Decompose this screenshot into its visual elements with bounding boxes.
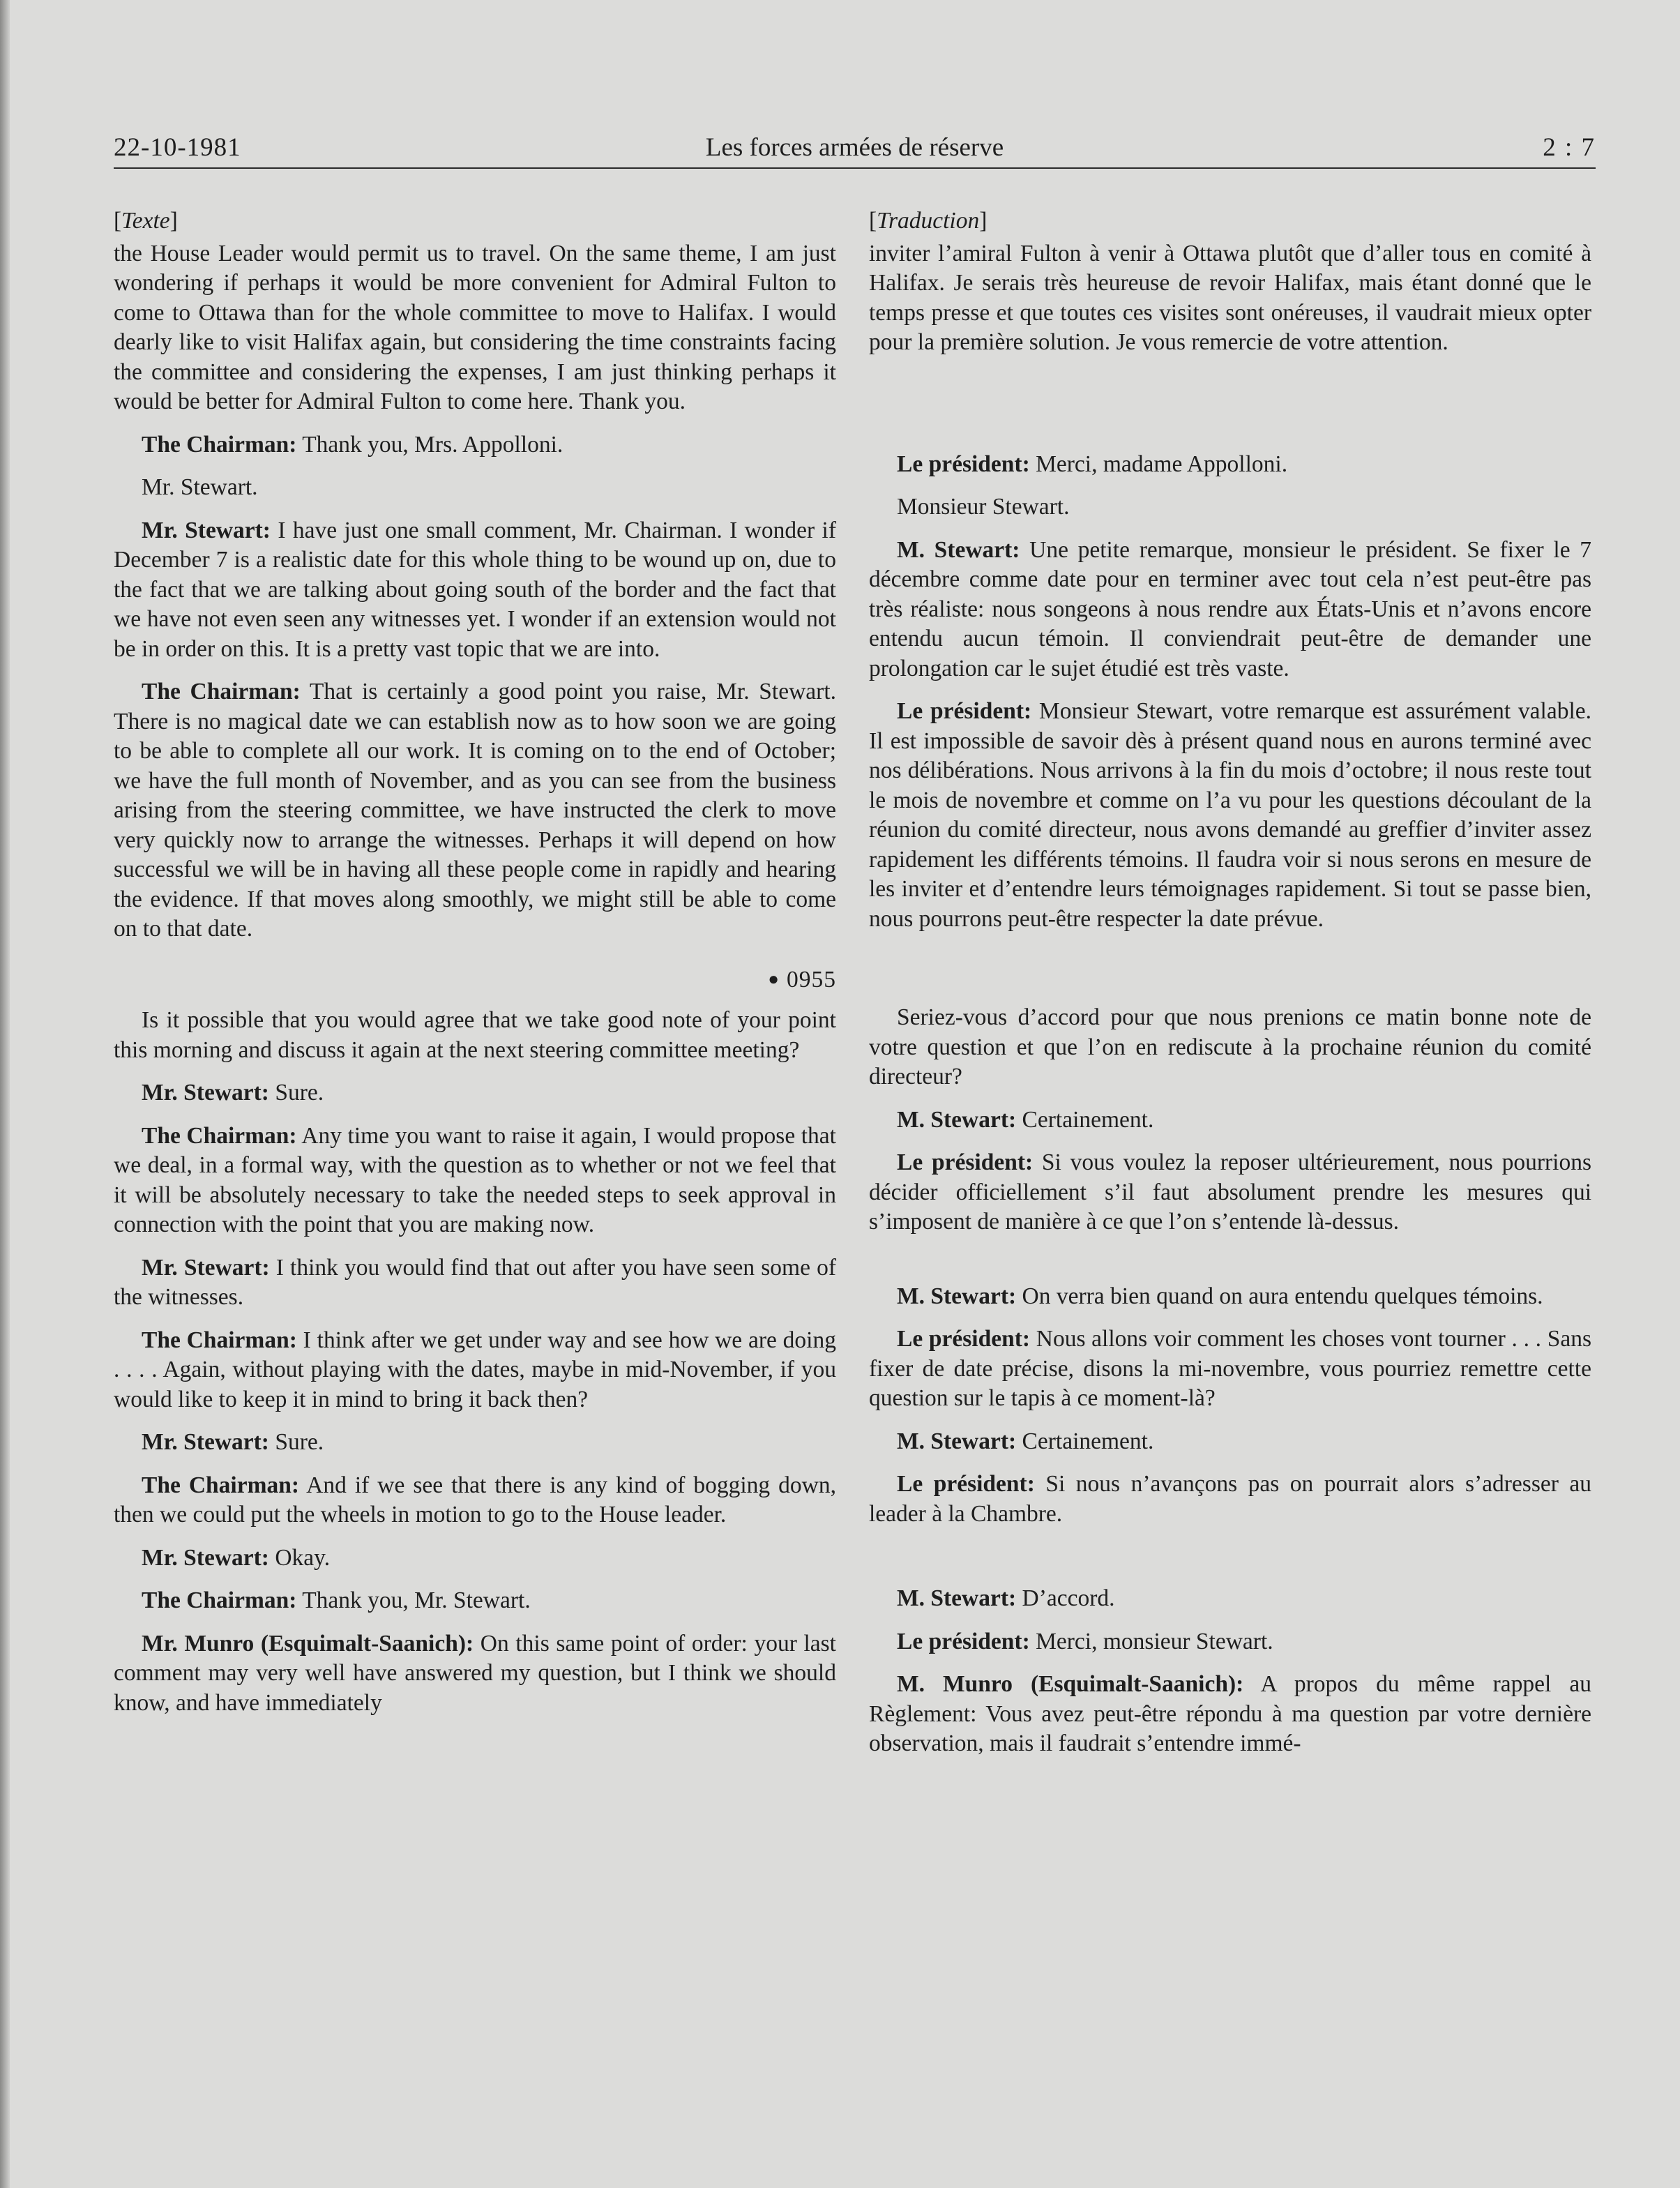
speech: Nous allons voir comment les choses vont tourner . . . Sans fixer de date précise, disons la mi-novembre, vous pourriez remettre cette question sur le tapis à ce moment-là? — [869, 1326, 1591, 1411]
speech: On verra bien quand on aura entendu quelques témoins. — [1016, 1283, 1543, 1309]
header-date: 22-10-1981 — [114, 133, 241, 162]
header-page-number: 2 : 7 — [1543, 133, 1596, 162]
speech: I think you would find that out after you have seen some of the witnesses. — [114, 1254, 836, 1310]
speaker: M. Stewart: — [897, 1428, 1017, 1454]
paragraph — [869, 1584, 1591, 1614]
paragraph — [114, 1471, 836, 1530]
speaker: Mr. Stewart: — [142, 1544, 269, 1571]
paragraph — [114, 430, 836, 460]
speech: Sure. — [268, 1080, 324, 1106]
speaker: M. Munro (Esquimalt-Saanich): — [897, 1671, 1244, 1697]
speech: Une petite remarque, monsieur le président. Se fixer le 7 décembre comme date pour en terminer avec tout cela n’est peut-être pas très réaliste: nous songeons à nous rendre aux États-Unis et n’avons encore entendu aucun témoin. Il conviendrait peut-être de demander une prolongation car le sujet étudié est très vaste. — [869, 536, 1591, 681]
page-binding-edge — [0, 0, 10, 2188]
speaker: The Chairman: — [142, 1122, 297, 1149]
speech: Mr. Stewart. — [142, 474, 258, 500]
speech: Sure. — [268, 1429, 324, 1455]
speaker: Le président: — [897, 1471, 1035, 1497]
speaker: M. Stewart: — [897, 1283, 1017, 1309]
spacer — [869, 371, 1591, 450]
speaker: The Chairman: — [142, 1472, 300, 1498]
time-marker-label: 0955 — [787, 966, 836, 993]
french-column — [869, 206, 1591, 1772]
speech: Okay. — [268, 1544, 331, 1571]
paragraph — [869, 1670, 1591, 1759]
speaker: Mr. Stewart: — [142, 1429, 269, 1455]
paragraph — [114, 1629, 836, 1719]
time-marker — [114, 965, 836, 997]
paragraph — [114, 1253, 836, 1313]
column-tag: [Traduction] — [869, 208, 987, 234]
speaker: The Chairman: — [142, 1587, 297, 1613]
paragraph — [869, 697, 1591, 934]
paragraph — [114, 1586, 836, 1616]
speech: D’accord. — [1016, 1585, 1115, 1611]
paragraph: the House Leader would permit us to travel. On the same theme, I am just wondering if perhaps it would be more convenient for Admiral Fulton to come to Ottawa than for the whole committee to move to Halifax. I would dearly like to visit Halifax again, but considering the time constraints facing the committee and considering the expenses, I am just thinking perhaps it would be better for Admiral Fulton to come here. Thank you. — [114, 240, 836, 414]
paragraph — [869, 492, 1591, 522]
paragraph — [869, 1106, 1591, 1136]
paragraph — [114, 1544, 836, 1574]
speech: Any time you want to raise it again, I would propose that we deal, in a formal way, with the question as to whether or not we feel that it will be absolutely necessary to take the needed steps to seek approval in connection with the point that you are making now. — [114, 1122, 836, 1237]
speech: Certainement. — [1016, 1106, 1154, 1133]
spacer — [869, 947, 1591, 1003]
speech: Monsieur Stewart. — [897, 494, 1070, 520]
speech: That is certainly a good point you raise, Mr. Stewart. There is no magical date we can establish now as to how soon we are going to be able to complete all our work. It is coming on to the end of October; we have the full month of November, and as you can see from the business arising from the steering committee, we have instructed the clerk to move very quickly now to arrange the witnesses. Perhaps it will depend on how successful we will be in having all these people come in rapidly and hearing the evidence. If that moves along smoothly, we might still be able to come on to that date. — [114, 679, 836, 942]
paragraph — [114, 1428, 836, 1458]
paragraph: inviter l’amiral Fulton à venir à Ottawa plutôt que d’aller tous en comité à Halifax. Je serais très heureuse de revoir Halifax, mais étant donné que le temps presse et que toutes ces visites sont onéreuses, il vaudrait mieux opter pour la première solution. Je vous remercie de votre attention. — [869, 240, 1591, 355]
speaker: Mr. Stewart: — [142, 517, 271, 543]
spacer — [869, 1251, 1591, 1282]
paragraph — [114, 1122, 836, 1240]
column-tag-label: Texte — [121, 208, 170, 234]
speech: Si nous n’avançons pas on pourrait alors s’adresser au leader à la Chambre. — [869, 1471, 1591, 1527]
page-header — [114, 133, 1596, 169]
paragraph — [869, 1148, 1591, 1237]
speech: I have just one small comment, Mr. Chairman. I wonder if December 7 is a realistic date for this whole thing to be wound up on, due to the fact that we are talking about going south of the border and the fact that we have not even seen any witnesses yet. I wonder if an extension would not be in order on this. It is a pretty vast topic that we are into. — [114, 517, 836, 662]
speech: Si vous voulez la reposer ultérieurement, nous pourrions décider officiellement s’il faut absolument prendre les mesures qui s’imposent de manière à ce que l’on s’entende là-dessus. — [869, 1149, 1591, 1235]
english-column — [114, 206, 836, 1731]
speech: Monsieur Stewart, votre remarque est assurément valable. Il est impossible de savoir dès à présent quand nous en aurons terminé avec nos délibérations. Nous arrivons à la fin du mois d’octobre; il nous reste tout le mois de novembre et comme on l’a vu pour les questions découlant de la réunion du comité directeur, nous avons demandé au greffier d’inviter assez rapidement les différents témoins. Il faudra voir si nous serons en mesure de les inviter et d’entendre leurs témoignages rapidement. Si tout se passe bien, nous pourrons peut-être respecter la date prévue. — [869, 698, 1592, 932]
speaker: M. Stewart: — [897, 1585, 1017, 1611]
speaker: The Chairman: — [142, 1327, 297, 1353]
paragraph — [114, 473, 836, 503]
speaker: M. Stewart: — [897, 536, 1020, 563]
speaker: Mr. Munro (Esquimalt-Saanich): — [142, 1630, 474, 1657]
column-tag: [Texte] — [114, 208, 178, 234]
speech: On this same point of order: your last comment may very well have answered my question, but I think we should know, and have immediately — [114, 1630, 836, 1716]
speaker: M. Stewart: — [897, 1106, 1017, 1133]
paragraph — [869, 450, 1591, 480]
speaker: Le président: — [897, 451, 1030, 477]
paragraph — [869, 536, 1591, 684]
paragraph — [869, 1470, 1591, 1529]
bullet-icon: ● — [768, 968, 780, 989]
header-title: Les forces armées de réserve — [705, 133, 1004, 162]
speaker: Le président: — [897, 698, 1032, 724]
paragraph — [114, 516, 836, 665]
speaker: Le président: — [897, 1628, 1030, 1654]
paragraph — [869, 1325, 1591, 1414]
paragraph — [114, 677, 836, 944]
paragraph — [869, 1282, 1591, 1312]
speech: Merci, monsieur Stewart. — [1029, 1628, 1273, 1654]
speaker: Mr. Stewart: — [142, 1254, 270, 1281]
speech: I think after we get under way and see how we are doing . . . . Again, without playing with the dates, maybe in mid-November, if you would like to keep it in mind to bring it back then? — [114, 1327, 836, 1412]
speech: Certainement. — [1016, 1428, 1154, 1454]
speaker: Le président: — [897, 1149, 1034, 1175]
column-tag-label: Traduction — [877, 208, 980, 234]
speech: Seriez-vous d’accord pour que nous prenions ce matin bonne note de votre question et que l’on en rediscute à la prochaine réunion du comité directeur? — [869, 1004, 1591, 1089]
paragraph — [114, 1078, 836, 1108]
speaker: Le président: — [897, 1326, 1031, 1352]
speech: Thank you, Mrs. Appolloni. — [296, 431, 563, 458]
spacer — [869, 1542, 1591, 1584]
speech: Merci, madame Appolloni. — [1029, 451, 1288, 477]
paragraph — [869, 1627, 1591, 1657]
paragraph — [114, 1006, 836, 1065]
speech: Thank you, Mr. Stewart. — [296, 1587, 531, 1613]
paragraph — [869, 1427, 1591, 1457]
paragraph — [869, 1003, 1591, 1092]
speech: And if we see that there is any kind of bogging down, then we could put the wheels in motion to go to the House leader. — [114, 1472, 836, 1527]
speech: Is it possible that you would agree that we take good note of your point this morning and discuss it again at the next steering committee meeting? — [114, 1007, 836, 1063]
paragraph — [114, 1326, 836, 1415]
speaker: Mr. Stewart: — [142, 1080, 269, 1106]
speech: A propos du même rappel au Règlement: Vous avez peut-être répondu à ma question par votre dernière observation, mais il faudrait s’entendre immé- — [869, 1671, 1591, 1756]
speaker: The Chairman: — [142, 679, 301, 704]
speaker: The Chairman: — [142, 431, 297, 458]
